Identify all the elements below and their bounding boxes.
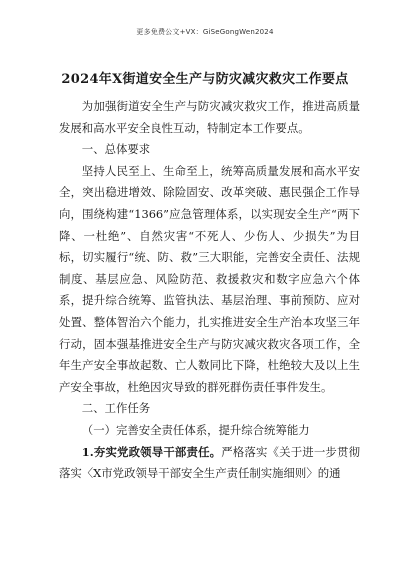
header-note: 更多免费公文+VX：GiSeGongWen2024 [136, 28, 274, 36]
document-body [59, 96, 360, 485]
section-2-heading: 二、工作任务 [81, 401, 151, 416]
section-1-paragraph: 坚持人民至上、生命至上，统筹高质量发展和高水平安全，突出稳进增效、除险固安、改革突破、惠民强企工作导向，围绕构建“1366”应急管理体系，以实现安全生产“两下降、一杜绝”、自然灾害“不死人、少伤人、少损失”为目标，切实履行“统、防、救”三大职能，完善安全责任、法规制度、基层应急、风险防范、救援救灾和数字应急六个体系，提升综合统筹、监管执法、基层治理、事前预防、应对处置、整体智治六个能力，扎实推进安全生产治本攻坚三年行动，固本强基推进安全生产与防灾减灾救灾各项工作，全年生产安全事故起数、亡人数同比下降，杜绝较大及以上生产安全事故，杜绝因灾导致的群死群伤责任事件发生。 [59, 163, 360, 394]
intro-paragraph: 为加强街道安全生产与防灾减灾救灾工作，推进高质量发展和高水平安全良性互动，特制定本工作要点。 [59, 99, 360, 135]
item-1-lead: 1.夯实党政领导干部责任。 [81, 444, 222, 459]
item-1-text: 严格落实《关于进一步贯彻落实〈X市党政领导干部安全生产责任制实施细则〉的通 [59, 444, 360, 481]
section-1-heading: 一、总体要求 [81, 142, 151, 157]
document-title: 2024年X街道安全生产与防灾减灾救灾工作要点 [61, 72, 349, 87]
item-1-paragraph [59, 442, 360, 485]
subsection-1-heading: （一）完善安全责任体系，提升综合统筹能力 [81, 422, 310, 437]
